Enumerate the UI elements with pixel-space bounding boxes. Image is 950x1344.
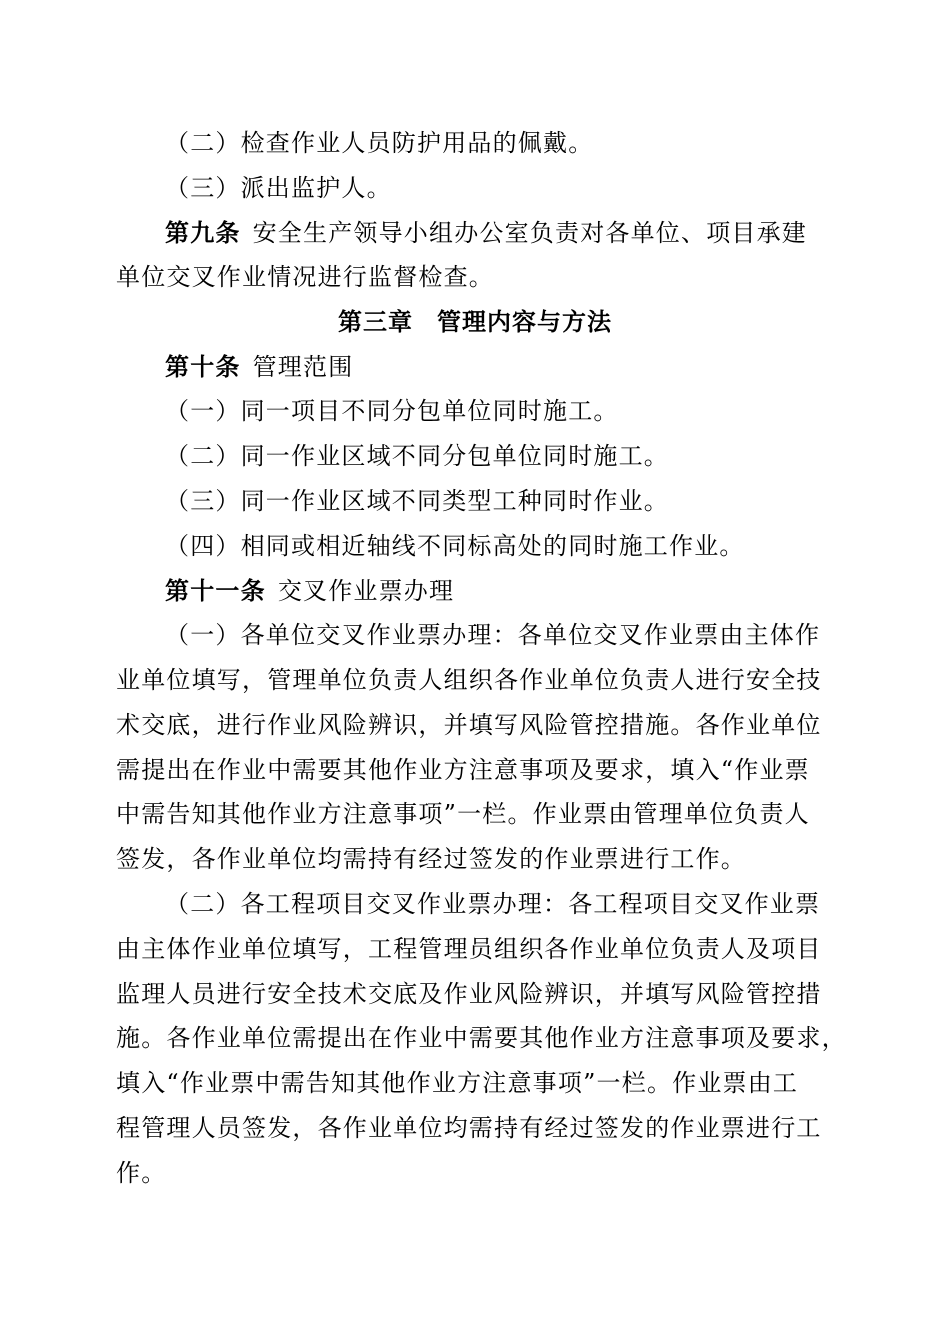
paragraph-line: 业单位填写，管理单位负责人组织各作业单位负责人进行安全技 [116,666,822,694]
article-9-second-line: 单位交叉作业情况进行监督检查。 [116,263,494,291]
paragraph-line: 作。 [116,1159,167,1187]
paragraph-line: 需提出在作业中需要其他作业方注意事项及要求，填入“作业票 [116,756,810,784]
list-item: （二）同一作业区域不同分包单位同时施工。 [165,442,669,470]
paragraph-line: 施。各作业单位需提出在作业中需要其他作业方注意事项及要求， [116,1024,847,1052]
paragraph-line: 监理人员进行安全技术交底及作业风险辨识，并填写风险管控措 [116,980,822,1008]
article-10-heading [165,352,837,382]
article-9-label: 第九条 [165,218,241,247]
chapter-3-title: 第三章 [338,307,413,336]
paragraph-line: 术交底，进行作业风险辨识，并填写风险管控措施。各作业单位 [116,711,822,739]
paragraph-line: 程管理人员签发，各作业单位均需持有经过签发的作业票进行工 [116,1114,822,1142]
paragraph-line: （一）各单位交叉作业票办理：各单位交叉作业票由主体作 [165,621,821,649]
article-9-first-line [165,218,837,248]
article-9-text: 安全生产领导小组办公室负责对各单位、项目承建 [252,219,808,247]
list-item-inspect-ppe: （二）检查作业人员防护用品的佩戴。 [165,129,594,157]
chapter-3-heading [0,307,950,337]
paragraph-line: 中需告知其他作业方注意事项”一栏。作业票由管理单位负责人 [116,800,810,828]
list-item: （四）相同或相近轴线不同标高处的同时施工作业。 [165,532,745,560]
list-item-dispatch-guardian: （三）派出监护人。 [165,174,392,202]
article-11-heading [165,576,837,606]
list-item: （三）同一作业区域不同类型工种同时作业。 [165,487,669,515]
article-11-text: 交叉作业票办理 [277,577,455,605]
paragraph-line: （二）各工程项目交叉作业票办理：各工程项目交叉作业票 [165,890,821,918]
article-10-label: 第十条 [165,352,241,381]
list-item: （一）同一项目不同分包单位同时施工。 [165,397,619,425]
paragraph-line: 由主体作业单位填写，工程管理员组织各作业单位负责人及项目 [116,935,822,963]
paragraph-line: 签发，各作业单位均需持有经过签发的作业票进行工作。 [116,845,746,873]
paragraph-line: 填入“作业票中需告知其他作业方注意事项”一栏。作业票由工 [116,1069,799,1097]
article-11-label: 第十一条 [165,576,266,605]
chapter-3-subtitle: 管理内容与方法 [437,307,612,336]
article-10-text: 管理范围 [252,353,354,381]
